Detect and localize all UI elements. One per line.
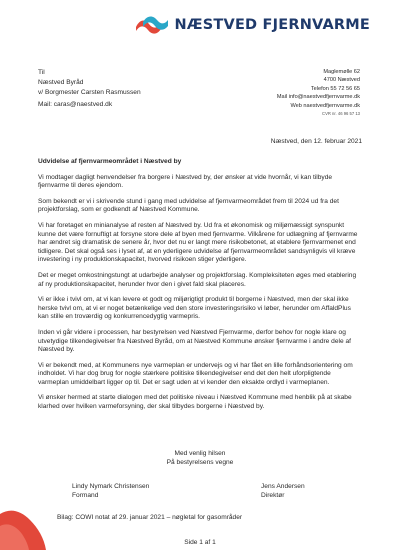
body-paragraph: Vi ønsker hermed at starte dialogen med det politiske niveau i Næstved Kommune med henblik på at skabe klarhed over hvilken varmeforsyning, der skal tilbydes borgerne i Næstved by. xyxy=(38,394,352,411)
body-paragraph: Som bekendt er vi i skrivende stund i gang med udvidelse af fjernvarmeområdet frem til 2024 ud fra det projektforslag, som er godkendt af Næstved Kommune. xyxy=(38,197,339,214)
sender-address-block xyxy=(277,68,360,118)
company-logo xyxy=(135,14,370,36)
recipient-mail: Mail: caras@naestved.dk xyxy=(38,101,113,108)
signature-chair xyxy=(72,482,149,500)
recipient-line: v/ Borgmester Carsten Rasmussen xyxy=(38,89,141,96)
body-paragraph: Vi er ikke i tvivl om, at vi kan levere et godt og miljørigtigt produkt til borgerne i Næstved, men der skal ikke herske tvivl om, at vi er noget betænkelige ved den store investeringsrisiko vi løber, herunder om AffaldPlus kan stille en troværdig og konkurrencedygtig varmepris. xyxy=(38,296,351,321)
logo-mark-icon xyxy=(135,14,169,36)
body-paragraph: Vi har foretaget en minianalyse af resten af Næstved by. Ud fra et økonomisk og miljømæssigt synspunkt kunne det være fornuftigt at forsyne store dele af byen med fjernvarme. Vilkårene for udlægning af fjernvarme har ændret sig dramatisk de senere år, hvor det nu er langt mere risikobetonet, at etablere fjernvarmenet end tidligere. Det skal også ses i lyset af, at en yderligere udvidelse af fjernvarmeområdet sandsynligvis vil kræve investering i ny produktionskapacitet, hvorved risikoen stiger yderligere. xyxy=(38,221,358,264)
letter-date: Næstved, den 12. februar 2021 xyxy=(270,138,362,145)
sender-line: Maglemølle 62 xyxy=(323,69,360,75)
logo-text: NÆSTVED FJERNVARME xyxy=(174,17,370,33)
letter-body xyxy=(38,158,362,419)
closing-block xyxy=(0,449,400,467)
signature-title: Direktør xyxy=(261,492,285,499)
sender-line: Telefon 55 72 56 65 xyxy=(310,85,360,92)
sender-line: Mail info@naestvedfjernvarme.dk xyxy=(276,94,360,101)
body-paragraph: Inden vi går videre i processen, har bestyrelsen ved Næstved Fjernvarme, derfor behov for nogle klare og utvetydige tilkendegivelser fra Næstved Byråd, om at Næstved Kommune ønsker fjernvarme i andre dele af Næstved by. xyxy=(38,328,351,354)
sender-cvr: CVR nr. 46 96 57 13 xyxy=(322,111,360,117)
recipient-line: Til xyxy=(38,69,45,76)
page-number: Side 1 af 1 xyxy=(184,539,216,546)
signature-name: Jens Andersen xyxy=(261,483,305,490)
signature-title: Formand xyxy=(72,492,99,499)
closing-line: På bestyrelsens vegne xyxy=(166,459,234,466)
closing-line: Med venlig hilsen xyxy=(174,450,226,457)
signature-name: Lindy Nymark Christensen xyxy=(72,483,150,490)
body-paragraph: Det er meget omkostningstungt at udarbejde analyser og projektforslag. Kompleksiteten øges med etablering af ny produktionskapacitet, herunder hvor den i givet fald skal placeres. xyxy=(38,271,357,288)
sender-line: Web naestvedfjernvarme.dk xyxy=(290,102,360,109)
body-paragraph: Vi er bekendt med, at Kommunens nye varmeplan er undervejs og vi har fået en lille forhåndsorientering om indholdet. Vi har dog brug for nogle stærkere politiske tilkendegivelser end det den helt uforpligtende varmeplan umiddelbart ligger op til. Det er sagt uden at vi kender den eksakte ordlyd i varmeplanen. xyxy=(38,361,353,386)
corner-wave-decoration xyxy=(0,500,50,550)
body-paragraph: Vi modtager dagligt henvendelser fra borgere i Næstved by, der ønsker at vide hvornår, vi kan tilbyde fjernvarme til deres ejendom. xyxy=(38,173,333,190)
signature-director xyxy=(261,482,305,500)
enclosure-note: Bilag: COWI notat af 29. januar 2021 – nøgletal for gasområder xyxy=(57,514,243,521)
sender-line: 4700 Næstved xyxy=(323,77,360,84)
recipient-line: Næstved Byråd xyxy=(38,79,84,86)
letter-subject: Udvidelse af fjernvarmeområdet i Næstved by xyxy=(38,158,182,165)
recipient-block xyxy=(38,68,141,98)
